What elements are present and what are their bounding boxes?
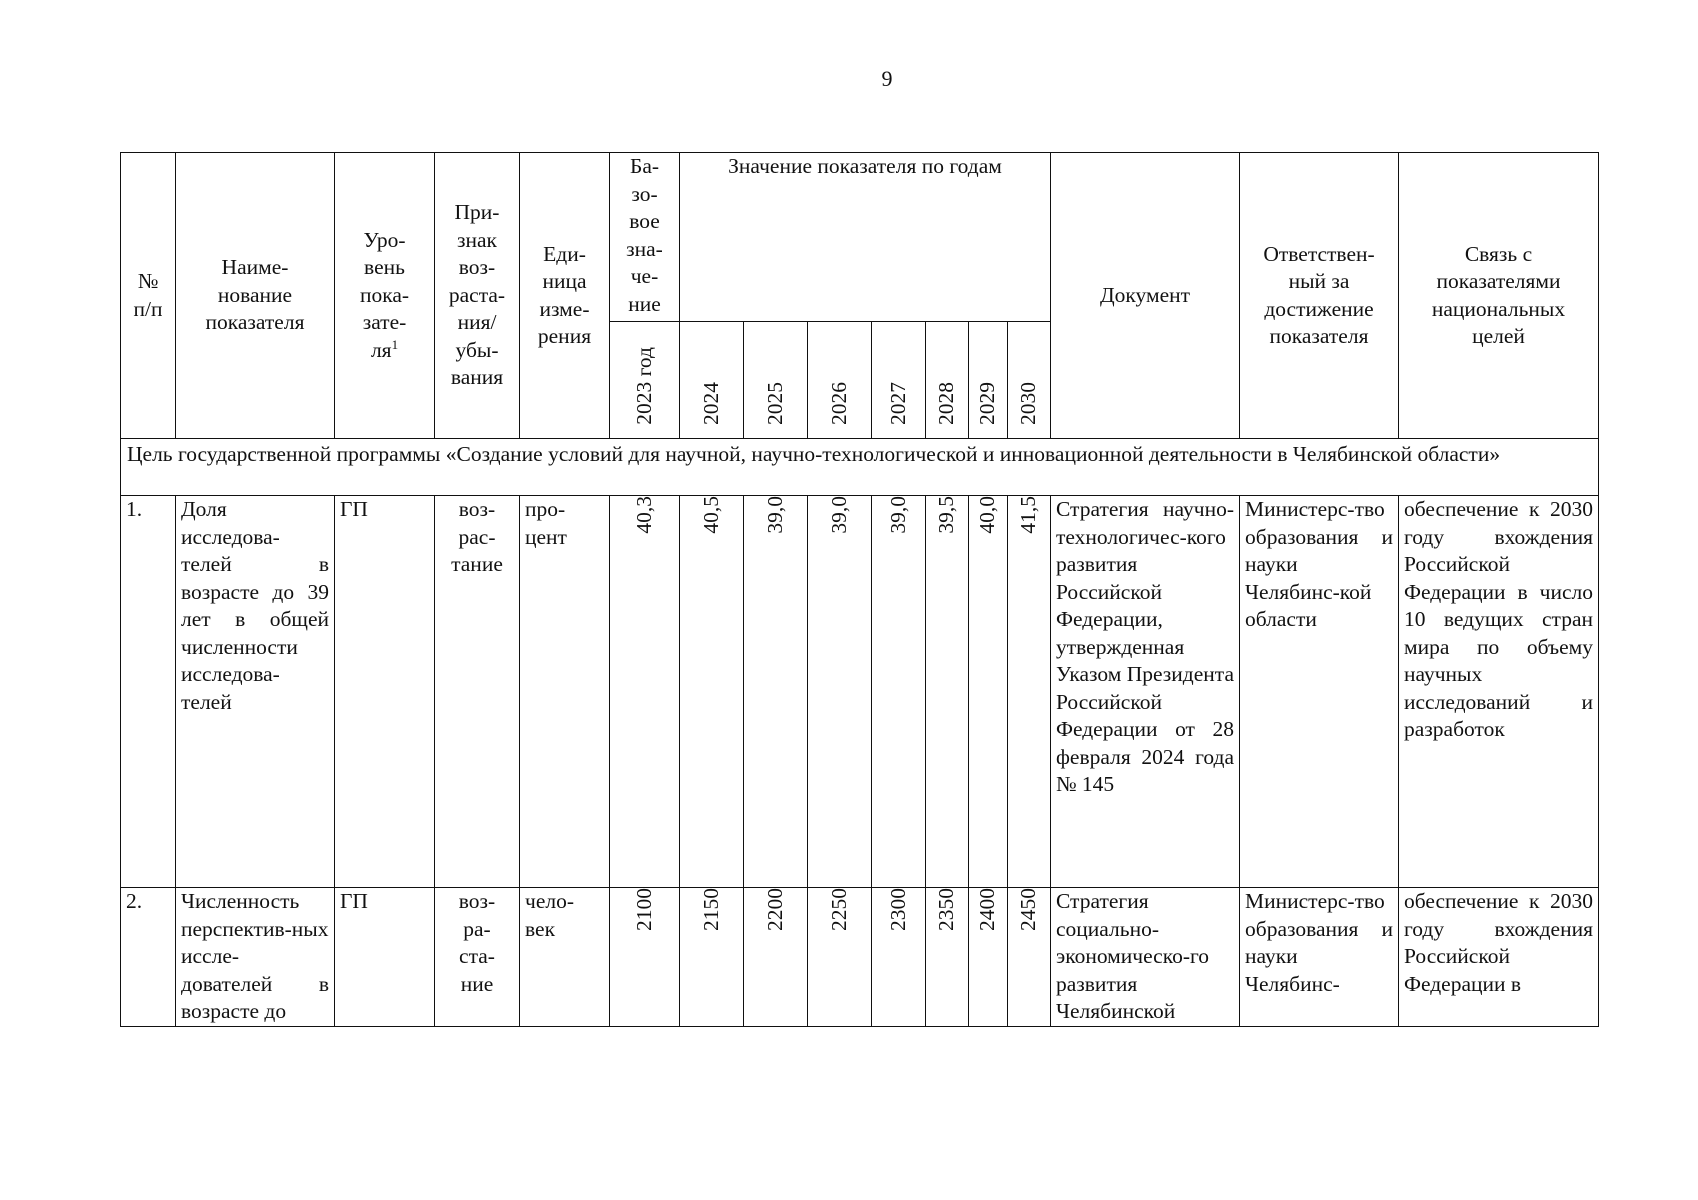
indicators-table <box>120 152 1599 1027</box>
row-number: 1. <box>121 496 176 888</box>
indicator-name: Численность перспектив-ных иссле-дователей в возрасте до <box>176 888 335 1027</box>
header-row-1 <box>121 153 1599 322</box>
unit: про- цент <box>520 496 610 888</box>
goal-row <box>121 439 1599 496</box>
footnote-marker: 1 <box>391 336 399 352</box>
header-document: Документ <box>1051 153 1240 439</box>
table-row <box>121 496 1599 888</box>
header-unit: Еди- ница изме- рения <box>520 153 610 439</box>
national-goals-link: обеспечение к 2030 году вхождения Российской Федерации в число 10 ведущих стран мира по объему научных исследований и разработок <box>1399 496 1599 888</box>
value-2028: 39,5 <box>926 496 969 888</box>
value-2025: 39,0 <box>744 496 808 888</box>
indicator-level: ГП <box>335 888 435 1027</box>
national-goals-link: обеспечение к 2030 году вхождения Российской Федерации в <box>1399 888 1599 1027</box>
indicator-level: ГП <box>335 496 435 888</box>
header-year-2027: 2027 <box>872 322 926 439</box>
value-2030: 41,5 <box>1008 496 1051 888</box>
header-national-goals-link: Связь с показателями национальных целей <box>1399 153 1599 439</box>
header-values-by-years: Значение показателя по годам <box>680 153 1051 322</box>
document: Стратегия социально-экономическо-го развития Челябинской <box>1051 888 1240 1027</box>
table-row <box>121 888 1599 1027</box>
value-2024: 2150 <box>680 888 744 1027</box>
header-responsible: Ответствен- ный за достижение показателя <box>1240 153 1399 439</box>
header-indicator-level <box>335 153 435 439</box>
value-2026: 39,0 <box>808 496 872 888</box>
value-2029: 40,0 <box>969 496 1008 888</box>
value-2027: 39,0 <box>872 496 926 888</box>
value-2024: 40,5 <box>680 496 744 888</box>
growth-sign: воз- ра- ста- ние <box>435 888 520 1027</box>
document: Стратегия научно-технологичес-кого развития Российской Федерации, утвержденная Указом Президента Российской Федерации от 28 февраля 2024 года № 145 <box>1051 496 1240 888</box>
header-growth-sign: При- знак воз- раста- ния/ убы- вания <box>435 153 520 439</box>
value-2029: 2400 <box>969 888 1008 1027</box>
header-base-year-text: 2023 год <box>631 346 656 425</box>
row-number: 2. <box>121 888 176 1027</box>
responsible: Министерс-тво образования и науки Челябинс- <box>1240 888 1399 1027</box>
header-year-2025: 2025 <box>744 322 808 439</box>
value-2030: 2450 <box>1008 888 1051 1027</box>
base-value: 2100 <box>610 888 680 1027</box>
header-year-2026: 2026 <box>808 322 872 439</box>
base-value: 40,3 <box>610 496 680 888</box>
header-num: № п/п <box>121 153 176 439</box>
unit: чело- век <box>520 888 610 1027</box>
value-2026: 2250 <box>808 888 872 1027</box>
header-year-2029: 2029 <box>969 322 1008 439</box>
value-2025: 2200 <box>744 888 808 1027</box>
header-year-2024: 2024 <box>680 322 744 439</box>
header-indicator-name: Наиме- нование показателя <box>176 153 335 439</box>
responsible: Министерс-тво образования и науки Челябинс-кой области <box>1240 496 1399 888</box>
value-2027: 2300 <box>872 888 926 1027</box>
header-year-2030: 2030 <box>1008 322 1051 439</box>
page-number: 9 <box>881 66 893 91</box>
header-base-value: Ба- зо- вое зна- че- ние <box>610 153 680 322</box>
header-year-2028: 2028 <box>926 322 969 439</box>
program-goal: Цель государственной программы «Создание условий для научной, научно-технологической и инновационной деятельности в Челябинской области» <box>121 439 1599 496</box>
indicator-name: Доля исследова-телей в возрасте до 39 лет в общей численности исследова-телей <box>176 496 335 888</box>
header-level-text: Уро- вень пока- зате- ля <box>359 227 410 362</box>
growth-sign: воз- рас- тание <box>435 496 520 888</box>
header-base-year <box>610 322 680 439</box>
value-2028: 2350 <box>926 888 969 1027</box>
